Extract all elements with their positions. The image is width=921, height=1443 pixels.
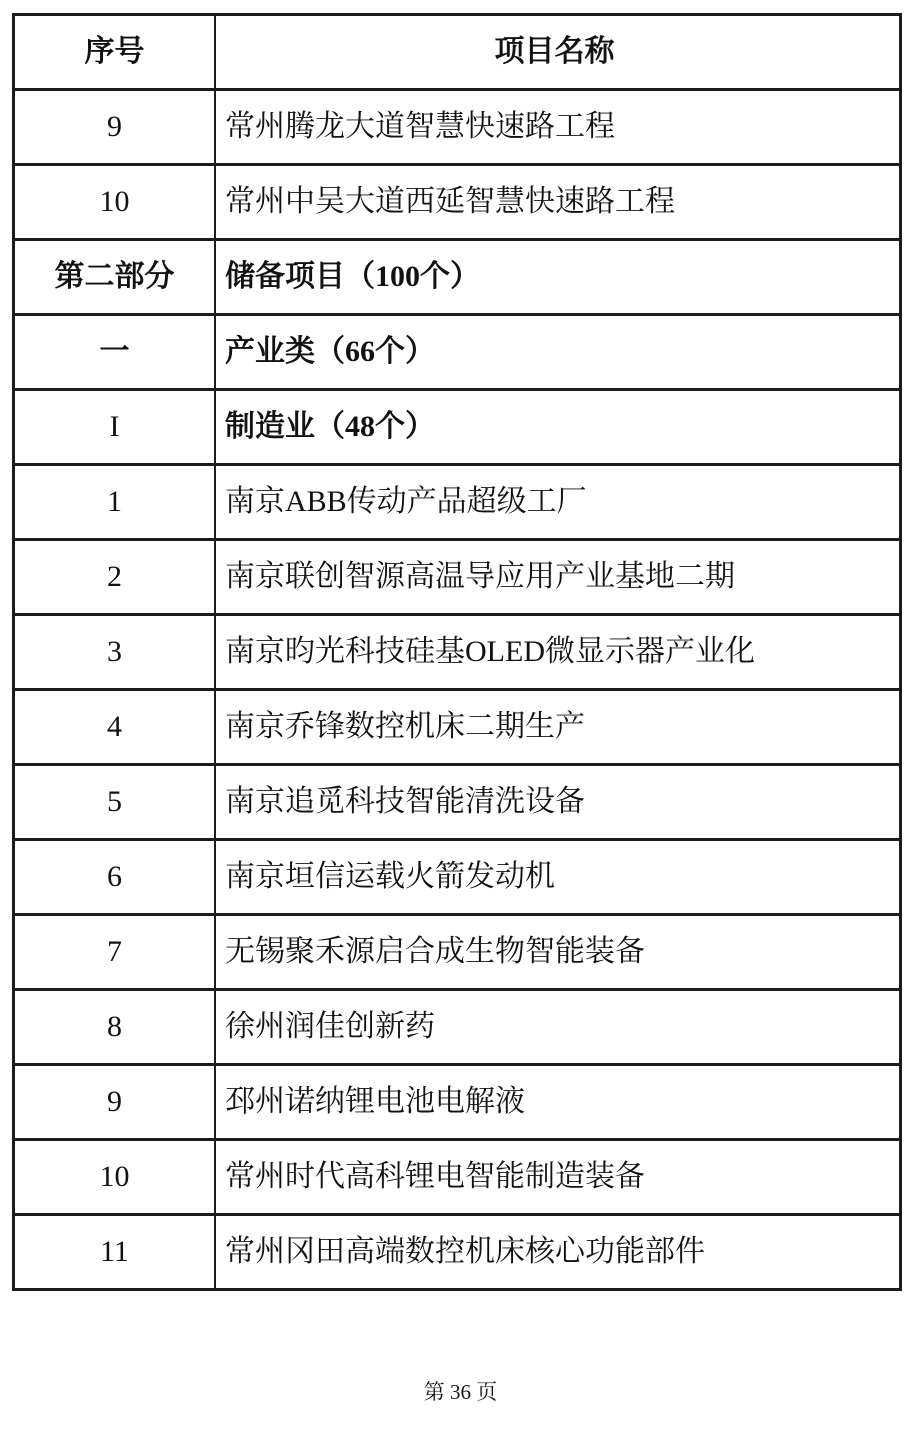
row-project-name: 常州中吴大道西延智慧快速路工程	[214, 166, 899, 238]
table-row	[15, 913, 899, 988]
section-label: 一	[99, 334, 130, 368]
table-section-row	[15, 238, 899, 313]
table-row	[15, 613, 899, 688]
row-serial-number: 3	[107, 634, 122, 668]
table-row	[15, 88, 899, 163]
row-project-name: 南京ABB传动产品超级工厂	[214, 466, 899, 538]
table-row	[15, 988, 899, 1063]
row-serial-number: 11	[100, 1234, 129, 1268]
row-project-name: 南京乔锋数控机床二期生产	[214, 691, 899, 763]
row-project-name: 南京垣信运载火箭发动机	[214, 841, 899, 913]
row-project-name: 南京昀光科技硅基OLED微显示器产业化	[214, 616, 899, 688]
table-row	[15, 763, 899, 838]
table-row	[15, 688, 899, 763]
table-row	[15, 838, 899, 913]
row-project-name: 常州时代高科锂电智能制造装备	[214, 1141, 899, 1213]
row-serial-number: 10	[99, 1159, 130, 1193]
section-title: 产业类（66个）	[214, 316, 899, 388]
row-serial-number: 1	[107, 484, 122, 518]
table-row	[15, 463, 899, 538]
row-serial-number: 10	[99, 184, 130, 218]
row-project-name: 南京联创智源高温导应用产业基地二期	[214, 541, 899, 613]
table-section-row	[15, 388, 899, 463]
row-serial-number: 9	[107, 109, 122, 143]
row-serial-number: 4	[107, 709, 122, 743]
table-section-row	[15, 313, 899, 388]
table-row	[15, 1138, 899, 1213]
page-number: 第 36 页	[423, 1380, 498, 1404]
row-serial-number: 7	[107, 934, 122, 968]
project-table	[12, 13, 902, 1291]
section-label: I	[109, 409, 120, 443]
row-serial-number: 2	[107, 559, 122, 593]
row-project-name: 徐州润佳创新药	[214, 991, 899, 1063]
table-row	[15, 1063, 899, 1138]
section-title: 储备项目（100个）	[214, 241, 899, 313]
row-serial-number: 8	[107, 1009, 122, 1043]
header-project-name: 项目名称	[214, 16, 899, 88]
table-row	[15, 1213, 899, 1288]
row-serial-number: 9	[107, 1084, 122, 1118]
section-title: 制造业（48个）	[214, 391, 899, 463]
section-label: 第二部分	[54, 259, 175, 293]
row-serial-number: 5	[107, 784, 122, 818]
row-project-name: 常州腾龙大道智慧快速路工程	[214, 91, 899, 163]
row-project-name: 邳州诺纳锂电池电解液	[214, 1066, 899, 1138]
header-serial-number: 序号	[84, 34, 145, 68]
row-serial-number: 6	[107, 859, 122, 893]
table-row	[15, 538, 899, 613]
row-project-name: 无锡聚禾源启合成生物智能装备	[214, 916, 899, 988]
row-project-name: 南京追觅科技智能清洗设备	[214, 766, 899, 838]
table-row	[15, 163, 899, 238]
row-project-name: 常州冈田高端数控机床核心功能部件	[214, 1216, 899, 1288]
table-header-row	[15, 16, 899, 88]
